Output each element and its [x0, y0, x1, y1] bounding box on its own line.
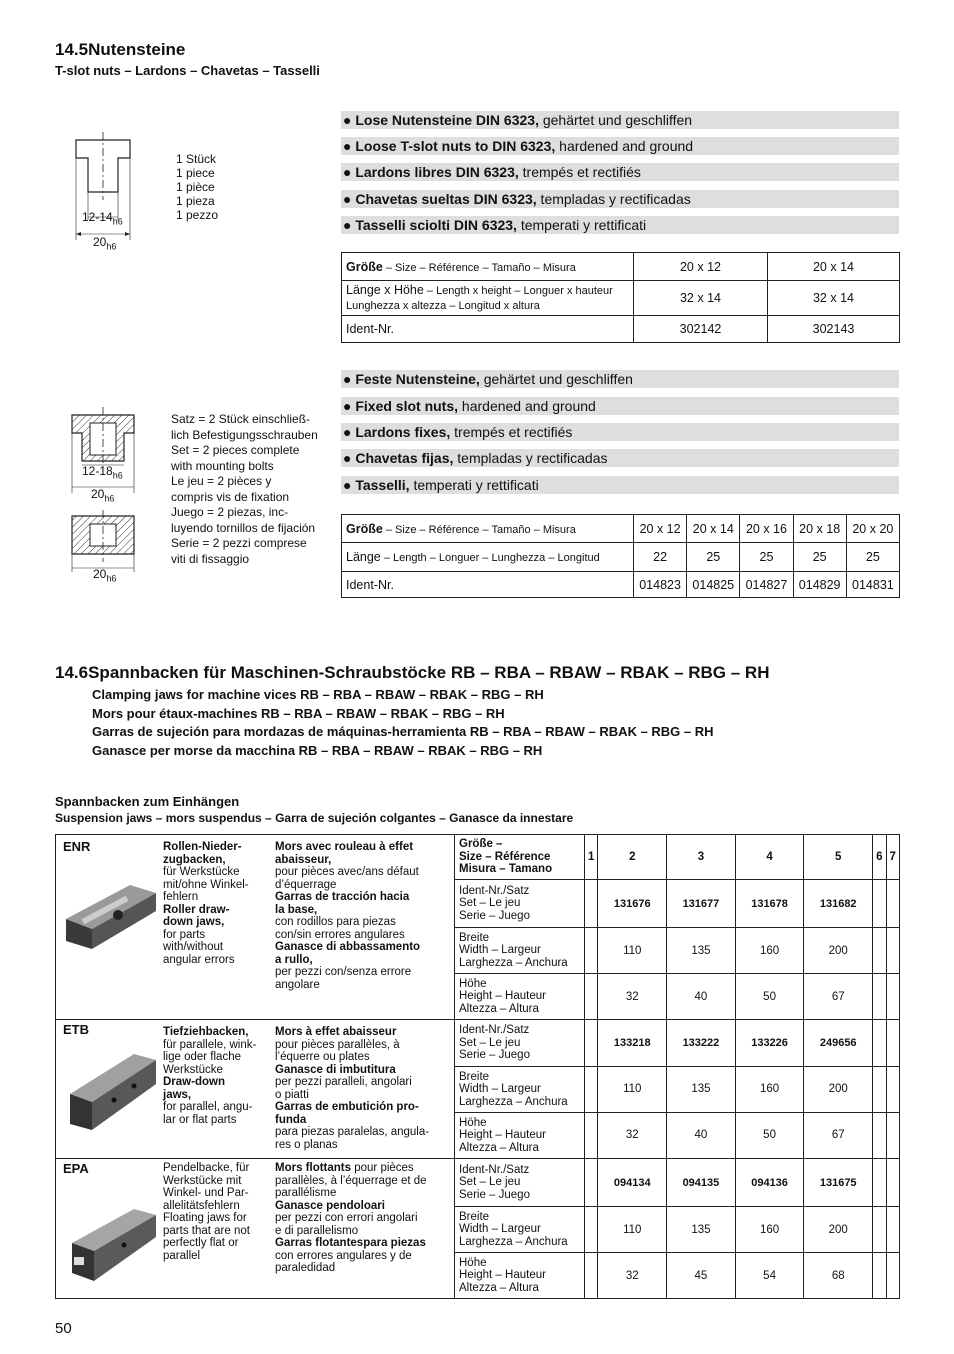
section-number: 14.5	[55, 40, 89, 59]
group-epa-cell	[56, 1159, 455, 1299]
suspension-subheading: Suspension jaws – mors suspendus – Garra de sujeción colgantes – Ganasce da innestare	[55, 811, 574, 825]
loose-nuts-table	[341, 252, 900, 343]
loose-dim-total: $20_{h6}$	[93, 235, 117, 252]
table-row: Ident-Nr. 302142 302143	[342, 316, 900, 343]
page-number: 50	[55, 1320, 72, 1337]
loose-qty-text: 1 Stück 1 piece 1 pièce 1 pieza 1 pezzo	[176, 152, 219, 222]
table-row: Länge x Höhe – Length x height – Longuer x hauteur Lunghezza x altezza – Longitud x altura 32 x 14 32 x 14	[342, 281, 900, 316]
draw-down-jaw-image	[62, 1044, 162, 1134]
fixed-bar-fr: ● Lardons fixes, trempés et rectifiés	[341, 423, 899, 441]
fixed-bar-it: ● Tasselli, temperati y rettificati	[341, 476, 899, 494]
fixed-bar-es: ● Chavetas fijas, templadas y rectificadas	[341, 449, 899, 467]
table-row: Ident-Nr./Satz Set – Le jeu Serie – Juego 131676 131677 131678 131682	[56, 880, 900, 928]
roller-jaw-image	[60, 871, 160, 951]
table-row: Höhe Height – Hauteur Altezza – Altura 32 40 50 67	[56, 974, 900, 1020]
table-row: ENR Rollen-Nieder- zugbacken, für Werkstücke mit/ohne Winkel- fehlern Roller draw- down jaws, for parts with/without angular errors Mors avec rouleau à effet abaisseur, pour pièces avec/ans défaut d’équerrage Garras de tracción hacia la base, con rodillos para piezas con/sin errores angulares Ganasce di abbassamento a rullo, per pezzi con/senza errore angolare Größe – Size – Référence Misura – Tamano 1 2 3 4 5 6 7	[56, 835, 900, 880]
fixed-bar-de: ● Feste Nutensteine, gehärtet und geschliffen	[341, 370, 899, 388]
loose-bar-fr: ● Lardons libres DIN 6323, trempés et rectifiés	[341, 163, 899, 181]
table-row: EPA Pendelbacke, für Werkstücke mit Winkel- und Par- allelitätsfehlern Floating jaws for parts that are not perfectly flat or parallel Mors flottants pour pièces parallèles, à l’équerrage et de parallélisme Ganasce pendoloari per pezzi con errori angolari e di parallelismo Garras flotantespara piezas con errores angulares y de paraledidad Ident-Nr./Satz Set – Le jeu Serie – Juego 094134 094135 094136 131675	[56, 1159, 900, 1207]
table-row: Breite Width – Largeur Larghezza – Anchura 110 135 160 200	[56, 1207, 900, 1253]
fixed-dim-width: $12-18_{h6}$	[82, 464, 123, 481]
fixed-dim-total: $20_{h6}$	[91, 487, 115, 504]
fixed-bar-en: ● Fixed slot nuts, hardened and ground	[341, 397, 899, 415]
table-row: Größe – Size – Référence – Tamaño – Misura 20 x 12 20 x 14 20 x 16 20 x 18 20 x 20	[342, 515, 900, 543]
table-row: Breite Width – Largeur Larghezza – Anchura 110 135 160 200	[56, 928, 900, 974]
loose-bar-en: ● Loose T-slot nuts to DIN 6323, hardened and ground	[341, 137, 899, 155]
group-desc-primary: Pendelbacke, für Werkstücke mit Winkel- und Par- allelitätsfehlern Floating jaws for parts that are not perfectly flat or parallel	[163, 1162, 250, 1262]
section-title-text: Nutensteine	[88, 40, 186, 59]
group-code: ETB	[63, 1022, 89, 1037]
table-row: Größe – Size – Référence – Tamaño – Misura 20 x 12 20 x 14	[342, 253, 900, 281]
loose-bar-de: ● Lose Nutensteine DIN 6323, gehärtet und geschliffen	[341, 111, 899, 129]
group-etb-cell	[56, 1020, 455, 1159]
table-row: Länge – Length – Longuer – Lunghezza – Longitud 22 25 25 25 25	[342, 543, 900, 572]
group-enr-cell	[56, 835, 455, 1020]
group-desc-secondary: Mors à effet abaisseur pour pièces parallèles, à l’équerre ou plates Ganasce di imbutitura per pezzi paralleli, angolari o piatti Garras de embutición pro- funda para piezas paralelas, angula- res o planas	[275, 1026, 430, 1151]
group-desc-secondary: Mors flottants pour pièces parallèles, à l’équerrage et de parallélisme Ganasce pendoloari per pezzi con errori angolari e di parallelismo Garras flotantespara piezas con errores angulares y de paraledidad	[275, 1162, 427, 1274]
loose-bar-es: ● Chavetas sueltas DIN 6323, templadas y rectificadas	[341, 190, 899, 208]
group-code: EPA	[63, 1161, 89, 1176]
group-desc-primary: Tiefziehbacken, für parallele, wink- lige oder flache Werkstücke Draw-down jaws, for parallel, angu- lar or flat parts	[163, 1026, 257, 1126]
fixed-nuts-table	[341, 514, 900, 598]
fixed-set-text: Satz = 2 Stück einschließ- lich Befestigungsschrauben Set = 2 pieces complete with mounting bolts Le jeu = 2 pièces y compris vis de fixation Juego = 2 piezas, inc- luyendo tornillos de fijación Serie = 2 pezzi comprese viti di fissaggio	[171, 412, 318, 566]
table-row: Höhe Height – Hauteur Altezza – Altura 32 45 54 68	[56, 1253, 900, 1299]
suspension-jaws-table	[55, 834, 900, 1299]
suspension-heading: Spannbacken zum Einhängen	[55, 794, 240, 809]
table-row: Höhe Height – Hauteur Altezza – Altura 32 40 50 67	[56, 1112, 900, 1158]
floating-jaw-image	[64, 1187, 162, 1287]
section-title-14-6: 14.6Spannbacken für Maschinen-Schraubstöcke RB – RBA – RBAW – RBAK – RBG – RH	[55, 663, 770, 682]
table-row: Ident-Nr. 014823 014825 014827 014829 014831	[342, 572, 900, 598]
loose-bar-it: ● Tasselli sciolti DIN 6323, temperati y rettificati	[341, 216, 899, 234]
section-title-14-5	[55, 40, 185, 60]
loose-nut-drawing	[68, 130, 144, 250]
loose-dim-width: $12-14_{h6}$	[82, 210, 123, 227]
group-desc-primary: Rollen-Nieder- zugbacken, für Werkstücke mit/ohne Winkel- fehlern Roller draw- down jaws, for parts with/without angular errors	[163, 841, 249, 966]
group-code: ENR	[63, 839, 91, 854]
fixed-dim-total-2: $20_{h6}$	[93, 567, 117, 584]
table-row: Breite Width – Largeur Larghezza – Anchura 110 135 160 200	[56, 1067, 900, 1112]
section-subtitle-14-5: T-slot nuts – Lardons – Chavetas – Tasselli	[55, 63, 320, 78]
group-desc-secondary: Mors avec rouleau à effet abaisseur, pour pièces avec/ans défaut d’équerrage Garras de tracción hacia la base, con rodillos para piezas con/sin errores angulares Ganasce di abbassamento a rullo, per pezzi con/senza errore angolare	[275, 841, 421, 991]
table-row: ETB Tiefziehbacken, für parallele, wink- lige oder flache Werkstücke Draw-down jaws, for parallel, angu- lar or flat parts Mors à effet abaisseur pour pièces parallèles, à l’équerre ou plates Ganasce di imbutitura per pezzi paralleli, angolari o piatti Garras de embutición pro- funda para piezas paralelas, angula- res o planas Ident-Nr./Satz Set – Le jeu Serie – Juego 133218 133222 133226 249656	[56, 1020, 900, 1067]
section-14-6-translations: Clamping jaws for machine vices RB – RBA – RBAW – RBAK – RBG – RH Mors pour étaux-machines RB – RBA – RBAW – RBAK – RBG – RH Garras de sujeción para mordazas de máquinas-herramienta RB – RBA – RBAW – RBAK – RBG – RH Ganasce per morse da macchina RB – RBA – RBAW – RBAK – RBG – RH	[92, 687, 714, 758]
